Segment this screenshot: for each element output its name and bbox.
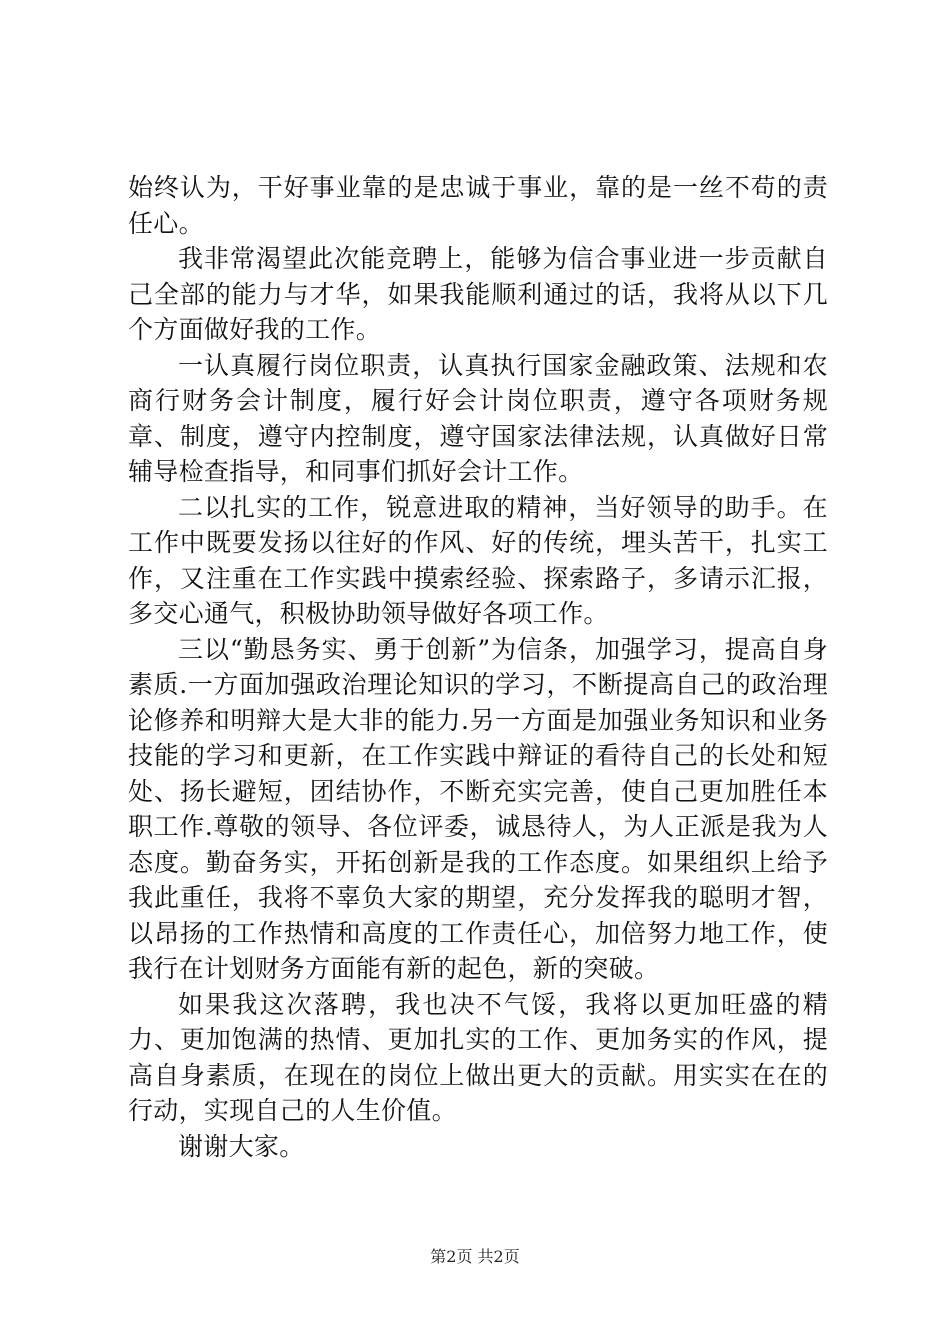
page-number-footer: 第2页 共2页 (430, 1247, 520, 1266)
paragraph-contingency: 如果我这次落聘，我也决不气馁，我将以更加旺盛的精力、更加饱满的热情、更加扎实的工作、更加务实的作风，提高自身素质，在现在的岗位上做出更大的贡献。用实实在在的行动，实现自己的人生价值。 (128, 989, 828, 1125)
paragraph-point-three: 三以“勤恳务实、勇于创新”为信条，加强学习，提高自身素质.一方面加强政治理论知识的学习，不断提高自己的政治理论修养和明辩大是大非的能力.另一方面是加强业务知识和业务技能的学习和更新，在工作实践中辩证的看待自己的长处和短处、扬长避短，团结协作，不断充实完善，使自己更加胜任本职工作.尊敬的领导、各位评委，诚恳待人，为人正派是我为人态度。勤奋务实，开拓创新是我的工作态度。如果组织上给予我此重任，我将不辜负大家的期望，充分发挥我的聪明才智，以昂扬的工作热情和高度的工作责任心，加倍努力地工作，使我行在计划财务方面能有新的起色，新的突破。 (128, 634, 828, 983)
paragraph-thanks: 谢谢大家。 (178, 1131, 305, 1161)
paragraph-continuation: 始终认为，干好事业靠的是忠诚于事业，靠的是一丝不苟的责任心。 (128, 173, 828, 238)
paragraph-intro: 我非常渴望此次能竞聘上，能够为信合事业进一步贡献自己全部的能力与才华，如果我能顺利通过的话，我将从以下几个方面做好我的工作。 (128, 244, 828, 344)
paragraph-point-two: 二以扎实的工作，锐意进取的精神，当好领导的助手。在工作中既要发扬以往好的作风、好的传统，埋头苦干，扎实工作，又注重在工作实践中摸索经验、探索路子，多请示汇报，多交心通气，积极协助领导做好各项工作。 (128, 492, 828, 628)
paragraph-point-one: 一认真履行岗位职责，认真执行国家金融政策、法规和农商行财务会计制度，履行好会计岗位职责，遵守各项财务规章、制度，遵守内控制度，遵守国家法律法规，认真做好日常辅导检查指导，和同事们抓好会计工作。 (128, 350, 828, 486)
document-body (128, 170, 828, 1164)
